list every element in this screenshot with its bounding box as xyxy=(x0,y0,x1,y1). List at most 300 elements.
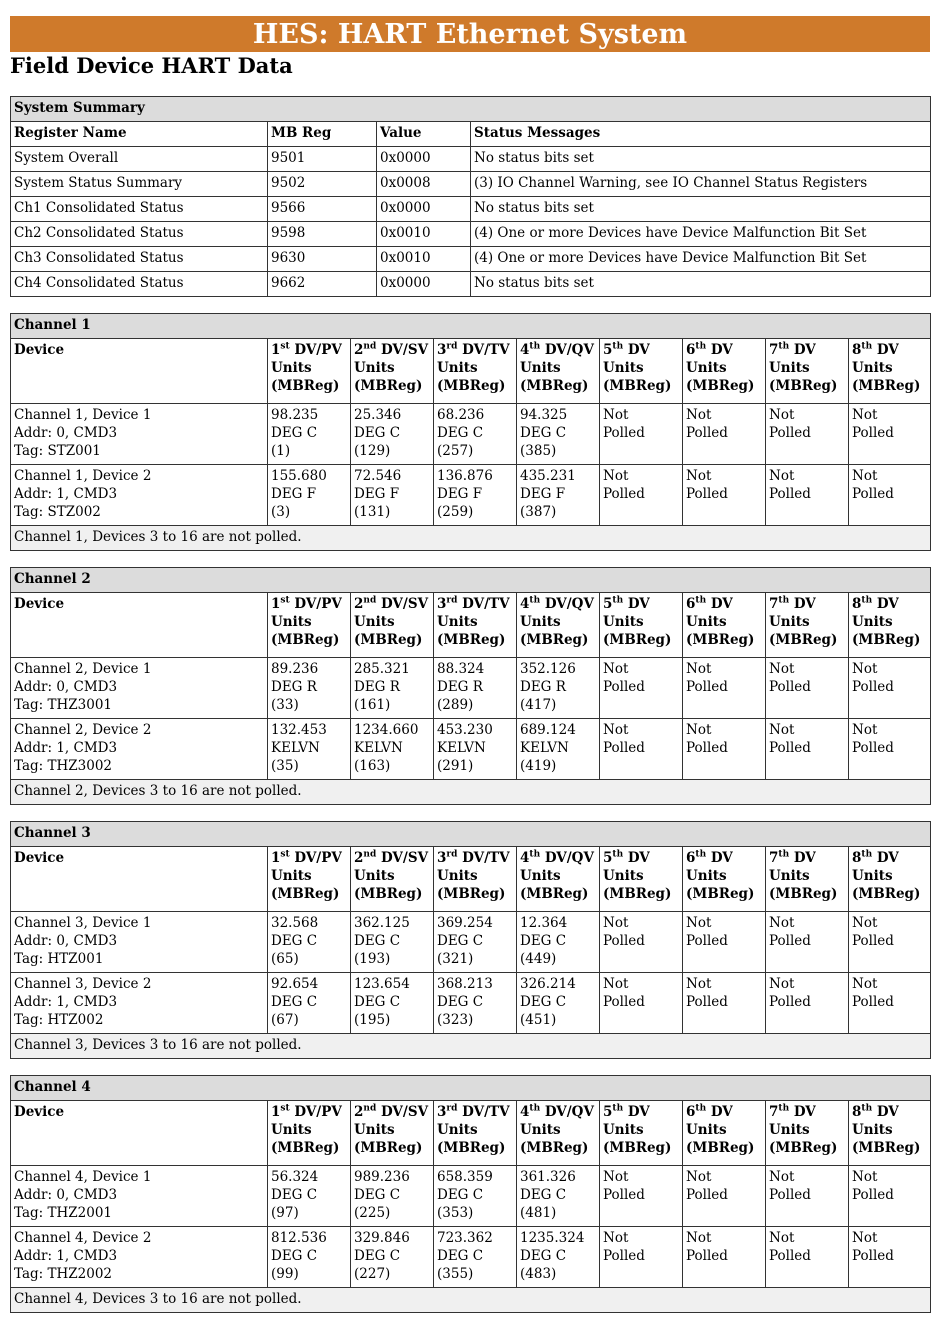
dv-ordinal: 8 xyxy=(852,1104,862,1120)
device-name: Channel 1, Device 2 xyxy=(14,468,152,484)
dv-units-label: Units xyxy=(686,360,727,376)
dv-header-line xyxy=(852,595,928,613)
dv-ordinal: 3 xyxy=(437,342,447,358)
table-row xyxy=(11,172,931,197)
dv-name: DV xyxy=(710,342,733,358)
dv-name: DV xyxy=(627,596,650,612)
dv-ordinal: 1 xyxy=(271,596,281,612)
dv-ordinal-suffix: st xyxy=(280,849,290,860)
dv-units: DEG C xyxy=(354,994,401,1010)
dv-name: DV xyxy=(876,596,899,612)
dv-value: Not xyxy=(769,407,795,423)
dv-ordinal-suffix: th xyxy=(695,341,707,352)
dv-value: Not xyxy=(686,722,712,738)
dv-header-line xyxy=(520,849,597,867)
dv-units: Polled xyxy=(852,740,894,756)
dv-mbreg: (35) xyxy=(271,758,299,774)
dv-mbreg-label: (MBReg) xyxy=(852,378,921,394)
dv-mbreg: (3) xyxy=(271,504,291,520)
dv-ordinal: 3 xyxy=(437,596,447,612)
dv-mbreg: (449) xyxy=(520,951,557,967)
dv-ordinal: 4 xyxy=(520,342,530,358)
channel-table xyxy=(10,313,931,551)
dv-column-header xyxy=(268,847,351,912)
dv-value: Not xyxy=(686,976,712,992)
dv-header-line xyxy=(354,595,431,613)
dv-value-cell xyxy=(766,912,849,973)
dv-value: 155.680 xyxy=(271,468,327,484)
dv-column-header xyxy=(766,1101,849,1166)
dv-name: DV xyxy=(876,850,899,866)
dv-value-cell xyxy=(683,404,766,465)
channel-table xyxy=(10,567,931,805)
dv-header-line xyxy=(769,1103,846,1121)
table-cell: 0x0010 xyxy=(377,247,471,272)
dv-header-line xyxy=(603,341,680,359)
dv-column-header xyxy=(268,593,351,658)
dv-ordinal-suffix: th xyxy=(778,1103,790,1114)
dv-value: 92.654 xyxy=(271,976,319,992)
dv-mbreg: (481) xyxy=(520,1205,557,1221)
dv-ordinal-suffix: th xyxy=(695,595,707,606)
channel-title-row xyxy=(11,314,931,339)
dv-name: DV/SV xyxy=(380,1104,429,1120)
dv-ordinal: 7 xyxy=(769,1104,779,1120)
dv-header-line xyxy=(437,1103,514,1121)
dv-value-cell xyxy=(268,1227,351,1288)
dv-value: Not xyxy=(603,915,629,931)
device-name: Channel 3, Device 2 xyxy=(14,976,152,992)
dv-units: DEG R xyxy=(271,679,317,695)
dv-value: 56.324 xyxy=(271,1169,319,1185)
dv-header-line xyxy=(852,849,928,867)
dv-header-line xyxy=(686,1103,763,1121)
dv-value: 89.236 xyxy=(271,661,319,677)
dv-units-label: Units xyxy=(437,360,478,376)
dv-value: Not xyxy=(852,915,878,931)
dv-units: Polled xyxy=(852,994,894,1010)
dv-ordinal: 7 xyxy=(769,850,779,866)
dv-mbreg-label: (MBReg) xyxy=(852,632,921,648)
dv-mbreg: (323) xyxy=(437,1012,474,1028)
dv-units: Polled xyxy=(769,740,811,756)
device-name: Channel 3, Device 1 xyxy=(14,915,152,931)
dv-header-line xyxy=(354,341,431,359)
dv-mbreg-label: (MBReg) xyxy=(437,886,506,902)
dv-header-line xyxy=(769,849,846,867)
dv-units: Polled xyxy=(852,486,894,502)
table-cell: Ch1 Consolidated Status xyxy=(11,197,268,222)
dv-mbreg: (289) xyxy=(437,697,474,713)
dv-mbreg-label: (MBReg) xyxy=(354,378,423,394)
device-name: Channel 2, Device 2 xyxy=(14,722,152,738)
dv-units: Polled xyxy=(769,1248,811,1264)
table-row xyxy=(11,247,931,272)
table-cell: 0x0000 xyxy=(377,272,471,297)
table-row xyxy=(11,197,931,222)
dv-value-cell xyxy=(683,658,766,719)
dv-header-line xyxy=(437,595,514,613)
dv-ordinal-suffix: rd xyxy=(446,1103,458,1114)
column-header: Register Name xyxy=(11,122,268,147)
dv-column-header xyxy=(600,1101,683,1166)
dv-column-header xyxy=(849,847,931,912)
table-cell: 9501 xyxy=(268,147,377,172)
dv-value: Not xyxy=(686,468,712,484)
dv-value: 329.846 xyxy=(354,1230,410,1246)
dv-column-header xyxy=(766,339,849,404)
dv-units: Polled xyxy=(603,679,645,695)
dv-ordinal: 5 xyxy=(603,850,613,866)
dv-header-line xyxy=(603,849,680,867)
dv-ordinal-suffix: th xyxy=(861,849,873,860)
dv-value: Not xyxy=(603,722,629,738)
dv-ordinal: 1 xyxy=(271,1104,281,1120)
dv-mbreg-label: (MBReg) xyxy=(437,1140,506,1156)
dv-mbreg-label: (MBReg) xyxy=(354,632,423,648)
dv-ordinal-suffix: th xyxy=(612,849,624,860)
dv-units: Polled xyxy=(603,994,645,1010)
dv-units-label: Units xyxy=(769,868,810,884)
channel-footer-row xyxy=(11,1288,931,1313)
dv-name: DV xyxy=(710,850,733,866)
dv-mbreg-label: (MBReg) xyxy=(520,632,589,648)
dv-mbreg-label: (MBReg) xyxy=(271,632,340,648)
dv-units-label: Units xyxy=(271,1122,312,1138)
dv-value: Not xyxy=(769,722,795,738)
dv-mbreg-label: (MBReg) xyxy=(271,378,340,394)
dv-value-cell xyxy=(849,719,931,780)
dv-name: DV xyxy=(793,850,816,866)
dv-value: Not xyxy=(769,1169,795,1185)
dv-mbreg-label: (MBReg) xyxy=(769,632,838,648)
dv-value-cell xyxy=(268,404,351,465)
dv-value-cell xyxy=(600,658,683,719)
dv-column-header xyxy=(683,339,766,404)
dv-header-line xyxy=(271,595,348,613)
device-row xyxy=(11,658,931,719)
device-name: Channel 4, Device 1 xyxy=(14,1169,152,1185)
dv-mbreg-label: (MBReg) xyxy=(603,1140,672,1156)
dv-value-cell xyxy=(683,912,766,973)
dv-value: Not xyxy=(686,915,712,931)
dv-mbreg: (355) xyxy=(437,1266,474,1282)
dv-value-cell xyxy=(849,1166,931,1227)
system-summary-title: System Summary xyxy=(11,97,931,122)
dv-ordinal-suffix: th xyxy=(861,595,873,606)
dv-value: 812.536 xyxy=(271,1230,327,1246)
dv-column-header xyxy=(351,593,434,658)
dv-value-cell xyxy=(268,658,351,719)
device-column-header: Device xyxy=(11,1101,268,1166)
dv-value: 132.453 xyxy=(271,722,327,738)
dv-value: Not xyxy=(603,1169,629,1185)
dv-name: DV xyxy=(876,342,899,358)
dv-value: Not xyxy=(603,407,629,423)
dv-units-label: Units xyxy=(271,614,312,630)
channel-title: Channel 3 xyxy=(11,822,931,847)
table-cell: (3) IO Channel Warning, see IO Channel Status Registers xyxy=(471,172,931,197)
dv-value-cell xyxy=(683,719,766,780)
dv-column-header xyxy=(268,339,351,404)
dv-value: Not xyxy=(852,722,878,738)
dv-value: 94.325 xyxy=(520,407,568,423)
dv-value-cell xyxy=(517,465,600,526)
device-tag: Tag: THZ2002 xyxy=(14,1266,113,1282)
device-row xyxy=(11,1227,931,1288)
dv-mbreg-label: (MBReg) xyxy=(686,378,755,394)
channel-title: Channel 2 xyxy=(11,568,931,593)
dv-units-label: Units xyxy=(852,614,893,630)
dv-units: Polled xyxy=(769,425,811,441)
dv-mbreg: (1) xyxy=(271,443,291,459)
dv-ordinal-suffix: th xyxy=(695,1103,707,1114)
dv-units: DEG C xyxy=(271,994,318,1010)
dv-value-cell xyxy=(766,465,849,526)
dv-mbreg-label: (MBReg) xyxy=(852,1140,921,1156)
table-cell: Ch3 Consolidated Status xyxy=(11,247,268,272)
dv-header-line xyxy=(769,595,846,613)
dv-header-line xyxy=(520,1103,597,1121)
dv-units: DEG F xyxy=(354,486,400,502)
table-cell: 9566 xyxy=(268,197,377,222)
dv-column-header xyxy=(351,847,434,912)
device-tag: Tag: STZ001 xyxy=(14,443,101,459)
dv-units-label: Units xyxy=(603,868,644,884)
dv-name: DV/TV xyxy=(462,596,510,612)
dv-value: Not xyxy=(852,661,878,677)
dv-mbreg: (291) xyxy=(437,758,474,774)
dv-units: Polled xyxy=(769,933,811,949)
dv-value-cell xyxy=(766,404,849,465)
dv-value: Not xyxy=(603,1230,629,1246)
dv-column-header xyxy=(434,847,517,912)
dv-name: DV xyxy=(793,1104,816,1120)
channel-header-row xyxy=(11,1101,931,1166)
dv-value: 88.324 xyxy=(437,661,485,677)
dv-mbreg-label: (MBReg) xyxy=(603,632,672,648)
dv-ordinal: 8 xyxy=(852,596,862,612)
device-info-cell xyxy=(11,973,268,1034)
dv-units: KELVN xyxy=(437,740,486,756)
dv-ordinal: 4 xyxy=(520,850,530,866)
table-row xyxy=(11,147,931,172)
dv-value-cell xyxy=(683,465,766,526)
dv-value: 32.568 xyxy=(271,915,319,931)
dv-mbreg-label: (MBReg) xyxy=(520,378,589,394)
channel-title: Channel 1 xyxy=(11,314,931,339)
dv-units: Polled xyxy=(686,1248,728,1264)
dv-column-header xyxy=(683,847,766,912)
dv-mbreg-label: (MBReg) xyxy=(603,378,672,394)
dv-value: 1235.324 xyxy=(520,1230,585,1246)
dv-value-cell xyxy=(683,1227,766,1288)
dv-units: DEG F xyxy=(271,486,317,502)
dv-value-cell xyxy=(434,973,517,1034)
dv-ordinal-suffix: th xyxy=(778,849,790,860)
dv-value: 1234.660 xyxy=(354,722,419,738)
dv-ordinal-suffix: st xyxy=(280,595,290,606)
dv-mbreg-label: (MBReg) xyxy=(852,886,921,902)
device-name: Channel 4, Device 2 xyxy=(14,1230,152,1246)
table-row xyxy=(11,222,931,247)
dv-mbreg-label: (MBReg) xyxy=(354,886,423,902)
dv-value: Not xyxy=(769,468,795,484)
dv-value: 453.230 xyxy=(437,722,493,738)
dv-value-cell xyxy=(600,404,683,465)
dv-column-header xyxy=(600,847,683,912)
dv-units-label: Units xyxy=(271,868,312,884)
dv-column-header xyxy=(517,847,600,912)
dv-value-cell xyxy=(766,658,849,719)
dv-mbreg-label: (MBReg) xyxy=(437,632,506,648)
dv-units: DEG F xyxy=(520,486,566,502)
dv-ordinal: 4 xyxy=(520,596,530,612)
dv-value: 723.362 xyxy=(437,1230,493,1246)
dv-units: Polled xyxy=(603,740,645,756)
dv-header-line xyxy=(520,341,597,359)
dv-units: Polled xyxy=(769,1187,811,1203)
device-name: Channel 2, Device 1 xyxy=(14,661,152,677)
dv-value: 98.235 xyxy=(271,407,319,423)
dv-value-cell xyxy=(517,404,600,465)
dv-value: Not xyxy=(603,468,629,484)
page-title: HES: HART Ethernet System xyxy=(252,18,688,50)
dv-units: Polled xyxy=(603,933,645,949)
channel-title-row xyxy=(11,1076,931,1101)
channel-footer-row xyxy=(11,780,931,805)
dv-mbreg-label: (MBReg) xyxy=(520,1140,589,1156)
table-cell: System Status Summary xyxy=(11,172,268,197)
dv-value: 658.359 xyxy=(437,1169,493,1185)
dv-units: KELVN xyxy=(354,740,403,756)
dv-ordinal: 6 xyxy=(686,850,696,866)
dv-header-line xyxy=(271,849,348,867)
channel-table xyxy=(10,1075,931,1313)
dv-value: Not xyxy=(769,661,795,677)
dv-value-cell xyxy=(434,404,517,465)
dv-ordinal-suffix: th xyxy=(861,341,873,352)
dv-header-line xyxy=(354,849,431,867)
dv-value: Not xyxy=(686,1169,712,1185)
dv-value-cell xyxy=(517,912,600,973)
dv-header-line xyxy=(603,595,680,613)
dv-mbreg-label: (MBReg) xyxy=(520,886,589,902)
dv-units: Polled xyxy=(603,1248,645,1264)
dv-value: 352.126 xyxy=(520,661,576,677)
column-header: MB Reg xyxy=(268,122,377,147)
dv-units: DEG R xyxy=(520,679,566,695)
dv-mbreg: (131) xyxy=(354,504,391,520)
dv-units: DEG R xyxy=(437,679,483,695)
dv-units-label: Units xyxy=(354,360,395,376)
dv-value-cell xyxy=(849,404,931,465)
dv-value-cell xyxy=(268,719,351,780)
dv-units: DEG C xyxy=(520,933,567,949)
dv-name: DV xyxy=(793,596,816,612)
dv-mbreg: (129) xyxy=(354,443,391,459)
dv-units-label: Units xyxy=(271,360,312,376)
device-address: Addr: 0, CMD3 xyxy=(14,933,118,949)
dv-ordinal-suffix: nd xyxy=(363,849,377,860)
dv-units-label: Units xyxy=(686,614,727,630)
dv-units-label: Units xyxy=(354,1122,395,1138)
dv-ordinal-suffix: th xyxy=(612,595,624,606)
dv-units: Polled xyxy=(686,486,728,502)
dv-ordinal: 2 xyxy=(354,342,364,358)
dv-value: 136.876 xyxy=(437,468,493,484)
dv-column-header xyxy=(766,847,849,912)
table-row xyxy=(11,272,931,297)
table-cell: 9630 xyxy=(268,247,377,272)
dv-ordinal: 5 xyxy=(603,1104,613,1120)
dv-value-cell xyxy=(351,404,434,465)
dv-value-cell xyxy=(351,912,434,973)
dv-units: Polled xyxy=(852,425,894,441)
dv-column-header xyxy=(434,339,517,404)
device-address: Addr: 0, CMD3 xyxy=(14,425,118,441)
dv-column-header xyxy=(517,339,600,404)
device-address: Addr: 0, CMD3 xyxy=(14,679,118,695)
dv-name: DV/SV xyxy=(380,850,429,866)
dv-ordinal: 3 xyxy=(437,850,447,866)
page-subtitle: Field Device HART Data xyxy=(10,53,293,78)
device-address: Addr: 1, CMD3 xyxy=(14,1248,118,1264)
dv-mbreg: (67) xyxy=(271,1012,299,1028)
dv-ordinal-suffix: th xyxy=(529,849,541,860)
dv-value: Not xyxy=(852,407,878,423)
dv-units-label: Units xyxy=(769,360,810,376)
dv-value-cell xyxy=(434,719,517,780)
dv-units: DEG C xyxy=(437,933,484,949)
dv-value: Not xyxy=(769,1230,795,1246)
dv-units: Polled xyxy=(686,425,728,441)
dv-ordinal-suffix: st xyxy=(280,1103,290,1114)
dv-value-cell xyxy=(434,465,517,526)
device-address: Addr: 1, CMD3 xyxy=(14,486,118,502)
device-tag: Tag: THZ3001 xyxy=(14,697,113,713)
dv-mbreg: (387) xyxy=(520,504,557,520)
dv-name: DV/PV xyxy=(294,342,342,358)
dv-value: 989.236 xyxy=(354,1169,410,1185)
column-header: Status Messages xyxy=(471,122,931,147)
device-column-header: Device xyxy=(11,847,268,912)
device-tag: Tag: STZ002 xyxy=(14,504,101,520)
dv-ordinal-suffix: rd xyxy=(446,341,458,352)
dv-units: DEG C xyxy=(271,1248,318,1264)
dv-header-line xyxy=(520,595,597,613)
dv-name: DV/PV xyxy=(294,850,342,866)
dv-value: 25.346 xyxy=(354,407,402,423)
table-cell: (4) One or more Devices have Device Malfunction Bit Set xyxy=(471,247,931,272)
table-cell: System Overall xyxy=(11,147,268,172)
dv-header-line xyxy=(852,1103,928,1121)
dv-ordinal-suffix: th xyxy=(612,341,624,352)
dv-value-cell xyxy=(683,973,766,1034)
dv-name: DV/QV xyxy=(544,850,594,866)
dv-units-label: Units xyxy=(852,1122,893,1138)
dv-value: 285.321 xyxy=(354,661,410,677)
dv-value-cell xyxy=(434,912,517,973)
dv-units: Polled xyxy=(686,933,728,949)
dv-ordinal-suffix: th xyxy=(612,1103,624,1114)
dv-units: DEG F xyxy=(437,486,483,502)
dv-mbreg: (195) xyxy=(354,1012,391,1028)
dv-units: DEG C xyxy=(437,994,484,1010)
dv-value-cell xyxy=(600,1227,683,1288)
dv-value: Not xyxy=(603,661,629,677)
device-row xyxy=(11,1166,931,1227)
